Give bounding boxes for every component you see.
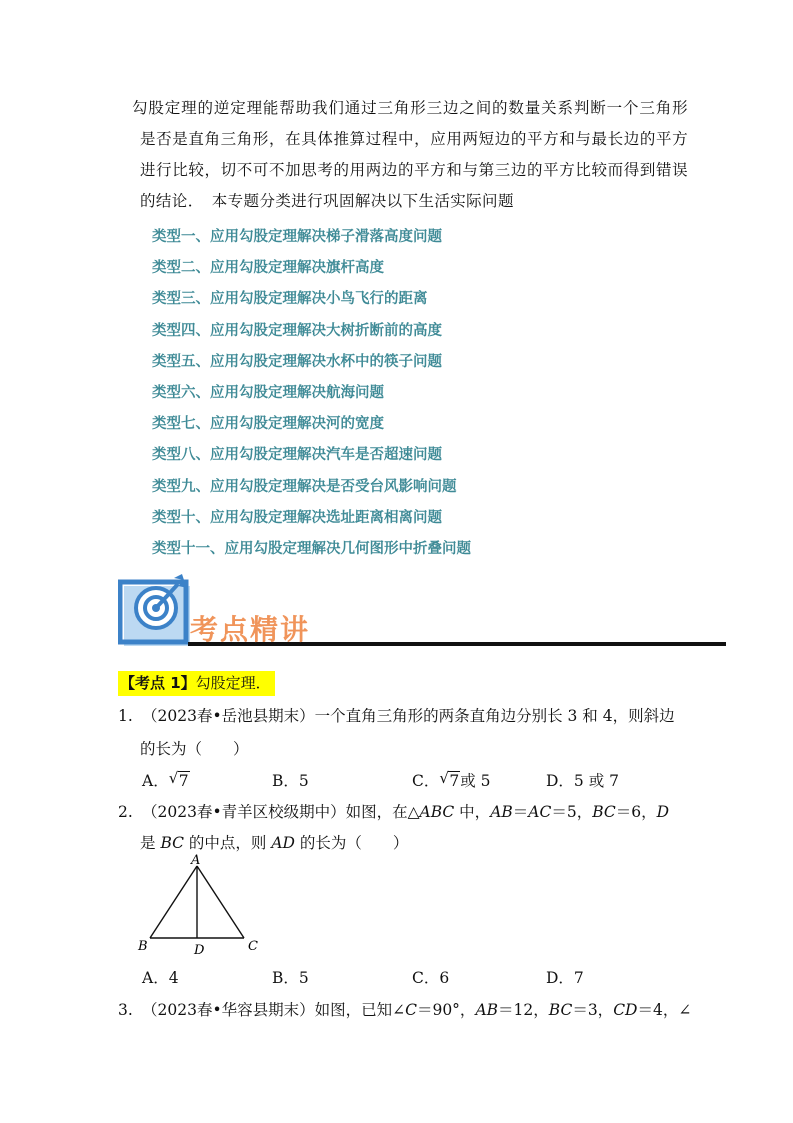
q2-line2 <box>140 831 408 853</box>
q2-ac: AC <box>528 803 552 821</box>
q2-eq2: ＝5， <box>551 803 593 821</box>
type-item: 类型五、应用勾股定理解决水杯中的筷子问题 <box>152 353 442 370</box>
q2-cont-ad: AD <box>271 834 295 852</box>
sqrt-symbol: √ 7 <box>168 769 189 790</box>
sqrt-symbol: √ 7 <box>439 769 460 790</box>
target-icon <box>120 574 190 646</box>
q3-line1 <box>118 998 691 1020</box>
type-item: 类型三、应用勾股定理解决小鸟飞行的距离 <box>152 291 428 308</box>
q1-number: 1. <box>118 707 133 725</box>
type-item: 类型七、应用勾股定理解决河的宽度 <box>152 416 384 433</box>
q1-option-c-label: C． <box>412 772 440 790</box>
q1-option-a <box>142 769 190 791</box>
q3-eq1: ＝90°， <box>416 1001 476 1019</box>
type-item: 类型十、应用勾股定理解决选址距离相离问题 <box>152 509 442 526</box>
q1-option-c <box>412 769 491 791</box>
q1-text: （2023春•岳池县期末）一个直角三角形的两条直角边分别长 3 和 4，则斜边 <box>142 707 675 725</box>
q2-cont-mid: 的中点，则 <box>183 834 272 852</box>
q2-abc: ABC <box>419 803 455 821</box>
q3-ab: AB <box>475 1001 499 1019</box>
q1-line2: 的长为（ ） <box>140 740 249 758</box>
vertex-label-c: C <box>248 939 258 954</box>
q3-eq4: ＝4，∠ <box>637 1001 692 1019</box>
q2-eq3: ＝6， <box>615 803 657 821</box>
q2-cont-pre: 是 <box>140 834 161 852</box>
triangle-figure <box>134 852 264 958</box>
q3-number: 3. <box>118 1001 133 1019</box>
q2-prefix: （2023春•青羊区校级期中）如图，在△ <box>142 803 420 821</box>
q1-line1 <box>118 704 675 726</box>
q1-option-d: D．5 或 7 <box>546 772 620 790</box>
q2-option-d: D．7 <box>546 969 584 987</box>
type-item: 类型二、应用勾股定理解决旗杆高度 <box>152 260 384 277</box>
type-item: 类型一、应用勾股定理解决梯子滑落高度问题 <box>152 229 442 245</box>
q2-option-a: A．4 <box>142 969 179 987</box>
q2-eq1: ＝ <box>512 803 529 821</box>
q1-option-c-tail: 或 5 <box>460 772 491 790</box>
type-item: 类型九、应用勾股定理解决是否受台风影响问题 <box>152 478 457 495</box>
q2-mid: 中， <box>454 803 491 821</box>
q1-option-a-radicand: 7 <box>178 772 189 790</box>
q2-cont-tail: 的长为（ ） <box>294 834 409 852</box>
type-item: 类型八、应用勾股定理解决汽车是否超速问题 <box>152 447 442 464</box>
q3-bc: BC <box>548 1001 573 1019</box>
q1-option-c-radicand: 7 <box>449 772 460 790</box>
kaodian-text: 勾股定理． <box>195 674 271 692</box>
q2-line1 <box>118 800 669 822</box>
q2-ab: AB <box>490 803 513 821</box>
q2-cont-bc: BC <box>160 834 184 852</box>
kaodian-heading <box>118 671 275 696</box>
type-list <box>152 224 471 567</box>
vertex-label-a: A <box>191 853 201 868</box>
q2-d: D <box>656 803 670 821</box>
type-item: 类型四、应用勾股定理解决大树折断前的高度 <box>152 322 442 339</box>
intro-paragraph <box>132 93 688 217</box>
q3-c: C <box>405 1001 417 1019</box>
q1-option-b: B．5 <box>272 772 309 790</box>
kaodian-label: 【考点 1】 <box>120 674 196 692</box>
vertex-label-b: B <box>138 939 148 954</box>
q3-prefix: （2023春•华容县期末）如图，已知∠ <box>142 1001 406 1019</box>
q2-number: 2. <box>118 803 133 821</box>
q3-cd: CD <box>613 1001 638 1019</box>
q3-eq3: ＝3， <box>572 1001 614 1019</box>
q1-option-a-label: A． <box>142 772 169 790</box>
q2-option-c: C．6 <box>412 969 450 987</box>
banner-title: 考点精讲 <box>190 613 311 646</box>
q2-bc: BC <box>592 803 616 821</box>
q3-eq2: ＝12， <box>498 1001 549 1019</box>
type-item: 类型六、应用勾股定理解决航海问题 <box>152 384 384 401</box>
q2-option-b: B．5 <box>272 969 309 987</box>
vertex-label-d: D <box>194 943 205 958</box>
intro-text: 勾股定理的逆定理能帮助我们通过三角形三边之间的数量关系判断一个三角形是否是直角三角形，在具体推算过程中，应用两短边的平方和与最长边的平方进行比较，切不可不加思考的用两边的平方和与第三边的平方比较而得到错误的结论． 本专题分类进行巩固解决以下生活实际问题 <box>132 99 688 210</box>
type-item: 类型十一、应用勾股定理解决几何图形中折叠问题 <box>152 540 471 557</box>
